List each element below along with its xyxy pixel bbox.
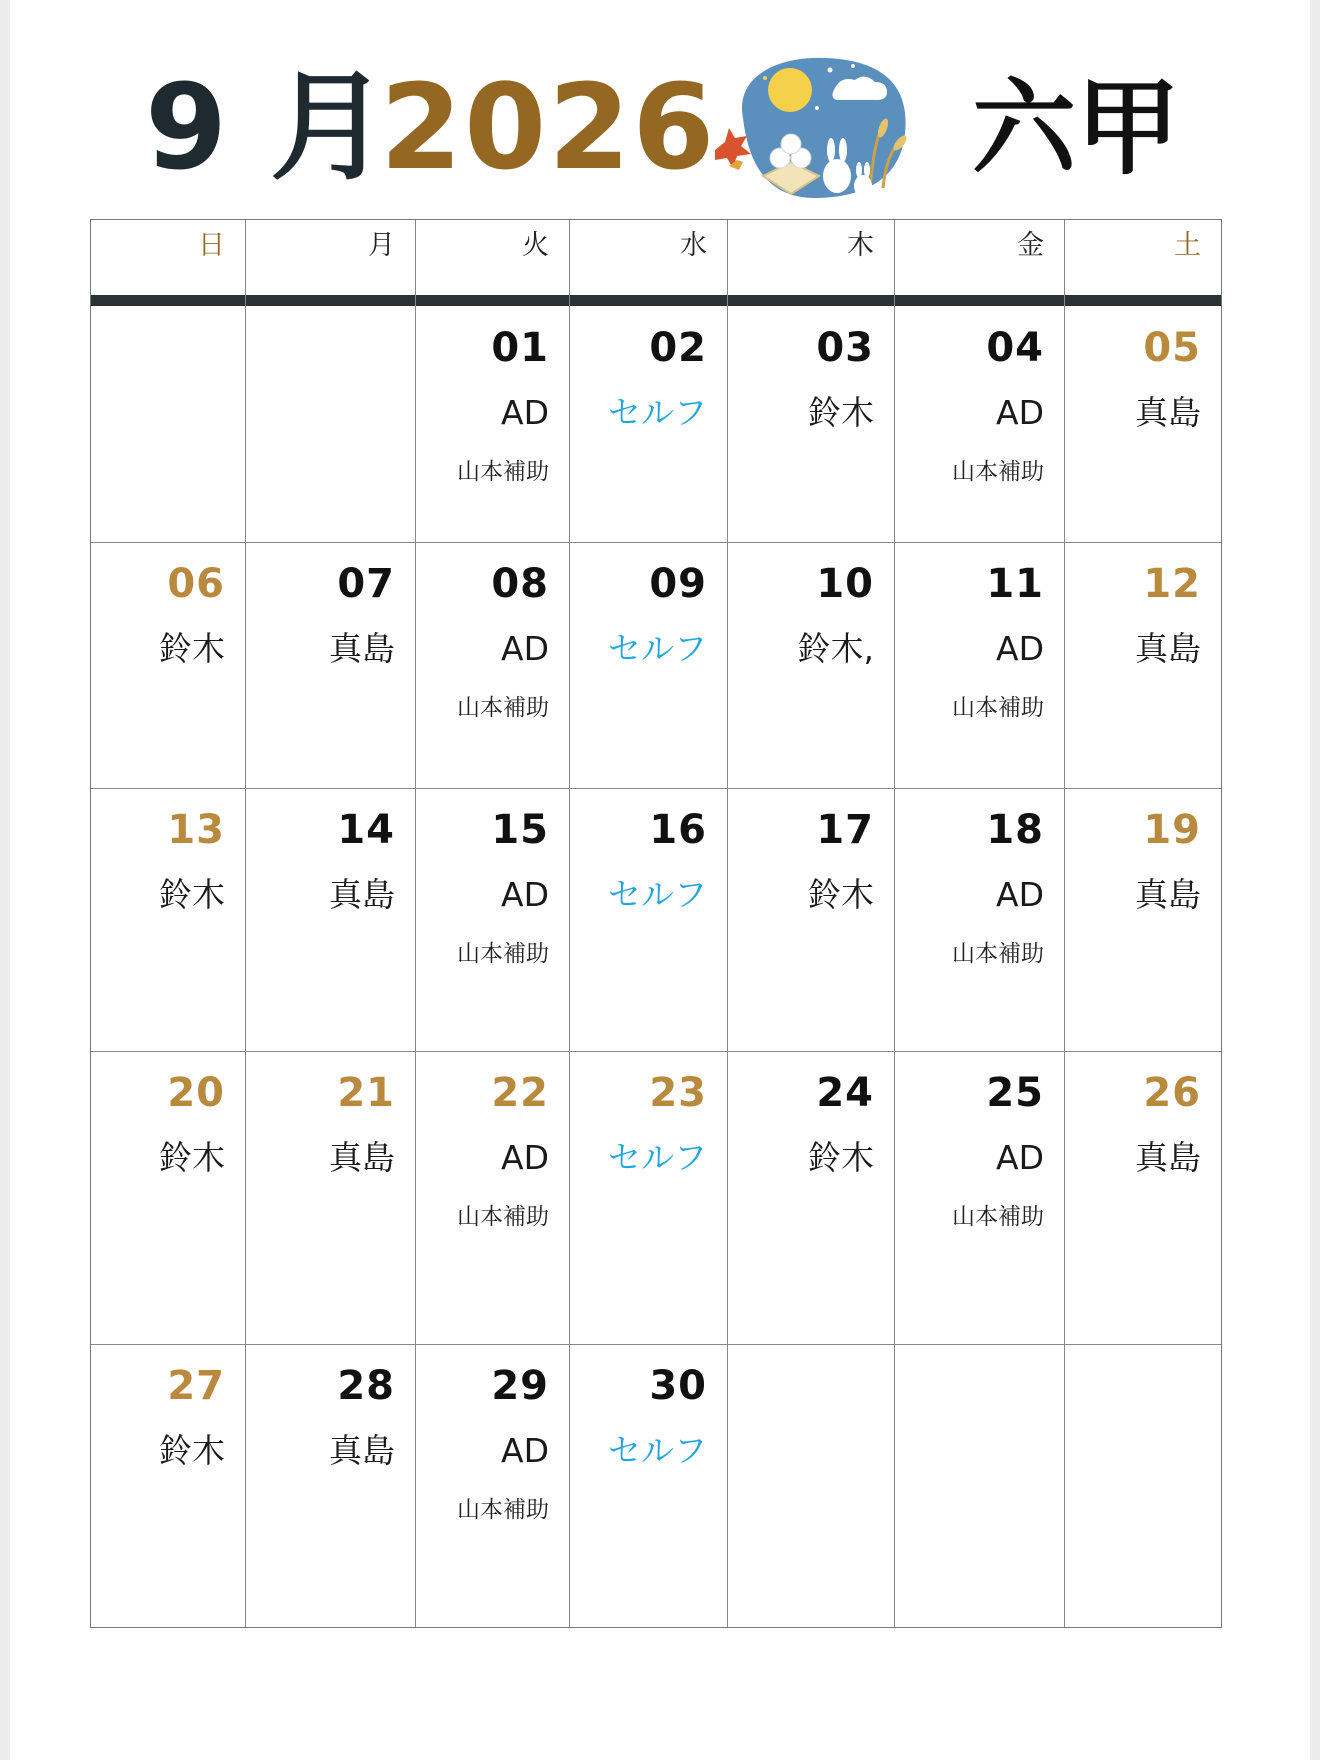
day-number: 07 (337, 561, 395, 607)
empty-day-cell (91, 306, 245, 542)
weekday-header-fri: 金 (1017, 230, 1044, 261)
empty-day-cell (727, 1344, 894, 1627)
weekday-header-sat: 土 (1174, 230, 1201, 261)
day-entry: 鈴木 (808, 1138, 874, 1177)
day-entry: AD (501, 1138, 549, 1177)
day-entry: 鈴木 (159, 1431, 225, 1470)
day-entry: セルフ (608, 1138, 707, 1177)
day-cell[interactable] (727, 306, 894, 542)
empty-day-cell (894, 1344, 1064, 1627)
day-number: 08 (491, 561, 549, 607)
day-number: 27 (167, 1363, 225, 1409)
day-cell[interactable] (245, 1051, 415, 1344)
weekday-header-mon: 月 (368, 230, 395, 261)
day-number: 19 (1143, 807, 1201, 853)
day-cell[interactable] (894, 306, 1064, 542)
day-sub-entry: 山本補助 (952, 941, 1044, 967)
day-entry: 真島 (329, 629, 395, 668)
day-number: 02 (649, 325, 707, 371)
day-number: 23 (649, 1070, 707, 1116)
day-sub-entry: 山本補助 (952, 459, 1044, 485)
day-entry: 真島 (329, 1138, 395, 1177)
day-cell[interactable] (569, 1051, 727, 1344)
day-number: 29 (491, 1363, 549, 1409)
day-number: 24 (816, 1070, 874, 1116)
day-entry: 真島 (1135, 875, 1201, 914)
day-number: 17 (816, 807, 874, 853)
day-entry: セルフ (608, 629, 707, 668)
title-year: 2026 (380, 58, 717, 196)
day-number: 22 (491, 1070, 549, 1116)
calendar-header (10, 0, 1310, 215)
day-number: 18 (986, 807, 1044, 853)
day-cell[interactable] (91, 1051, 245, 1344)
day-number: 01 (491, 325, 549, 371)
day-entry: 真島 (1135, 1138, 1201, 1177)
day-entry: 鈴木, (797, 629, 874, 668)
day-sub-entry: 山本補助 (457, 695, 549, 721)
day-cell[interactable] (569, 306, 727, 542)
day-number: 12 (1143, 561, 1201, 607)
day-number: 11 (986, 561, 1044, 607)
title-month: 9 月 (145, 58, 390, 196)
weekday-header-thu: 木 (847, 230, 874, 261)
day-number: 10 (816, 561, 874, 607)
day-cell[interactable] (894, 788, 1064, 1051)
day-number: 28 (337, 1363, 395, 1409)
day-cell[interactable] (1064, 306, 1221, 542)
day-entry: 鈴木 (159, 1138, 225, 1177)
day-entry: AD (996, 629, 1044, 668)
day-cell[interactable] (569, 1344, 727, 1627)
day-entry: AD (501, 875, 549, 914)
day-sub-entry: 山本補助 (457, 459, 549, 485)
day-sub-entry: 山本補助 (952, 1204, 1044, 1230)
day-entry: 真島 (329, 1431, 395, 1470)
empty-day-cell (1064, 1344, 1221, 1627)
title-location: 六甲 (972, 67, 1181, 189)
day-number: 20 (167, 1070, 225, 1116)
day-entry: AD (501, 1431, 549, 1470)
day-cell[interactable] (245, 542, 415, 788)
day-sub-entry: 山本補助 (952, 695, 1044, 721)
weekday-header-tue: 火 (522, 230, 549, 261)
day-cell[interactable] (91, 542, 245, 788)
day-cell[interactable] (727, 788, 894, 1051)
day-cell[interactable] (91, 1344, 245, 1627)
day-cell[interactable] (727, 542, 894, 788)
day-cell[interactable] (569, 542, 727, 788)
day-sub-entry: 山本補助 (457, 1204, 549, 1230)
day-entry: 真島 (329, 875, 395, 914)
day-cell[interactable] (415, 788, 569, 1051)
day-entry: セルフ (608, 875, 707, 914)
moon-viewing-illustration-icon (705, 48, 920, 208)
day-cell[interactable] (1064, 788, 1221, 1051)
day-entry: AD (501, 393, 549, 432)
day-cell[interactable] (727, 1051, 894, 1344)
weekday-header-wed: 水 (680, 230, 707, 261)
day-entry: AD (996, 875, 1044, 914)
day-number: 15 (491, 807, 549, 853)
day-entry: 鈴木 (808, 393, 874, 432)
day-cell[interactable] (245, 788, 415, 1051)
day-entry: AD (501, 629, 549, 668)
header-divider (91, 295, 1221, 306)
day-number: 25 (986, 1070, 1044, 1116)
day-cell[interactable] (1064, 1051, 1221, 1344)
day-number: 30 (649, 1363, 707, 1409)
day-cell[interactable] (415, 1344, 569, 1627)
weekday-header-sun: 日 (198, 230, 225, 261)
day-cell[interactable] (245, 1344, 415, 1627)
day-cell[interactable] (91, 788, 245, 1051)
day-number: 06 (167, 561, 225, 607)
day-cell[interactable] (569, 788, 727, 1051)
day-number: 21 (337, 1070, 395, 1116)
day-cell[interactable] (415, 306, 569, 542)
day-number: 13 (167, 807, 225, 853)
day-cell[interactable] (1064, 542, 1221, 788)
day-number: 14 (337, 807, 395, 853)
day-entry: 真島 (1135, 629, 1201, 668)
day-entry: 鈴木 (159, 629, 225, 668)
day-entry: 真島 (1135, 393, 1201, 432)
day-sub-entry: 山本補助 (457, 1497, 549, 1523)
calendar-grid (90, 219, 1222, 1628)
day-number: 03 (816, 325, 874, 371)
day-entry: 鈴木 (808, 875, 874, 914)
calendar-page (10, 0, 1310, 1760)
day-number: 16 (649, 807, 707, 853)
day-entry: AD (996, 393, 1044, 432)
day-entry: セルフ (608, 393, 707, 432)
day-cell[interactable] (415, 542, 569, 788)
day-number: 05 (1143, 325, 1201, 371)
day-entry: AD (996, 1138, 1044, 1177)
day-number: 04 (986, 325, 1044, 371)
day-entry: セルフ (608, 1431, 707, 1470)
day-cell[interactable] (415, 1051, 569, 1344)
day-number: 09 (649, 561, 707, 607)
day-cell[interactable] (894, 1051, 1064, 1344)
day-number: 26 (1143, 1070, 1201, 1116)
day-cell[interactable] (894, 542, 1064, 788)
empty-day-cell (245, 306, 415, 542)
day-sub-entry: 山本補助 (457, 941, 549, 967)
day-entry: 鈴木 (159, 875, 225, 914)
